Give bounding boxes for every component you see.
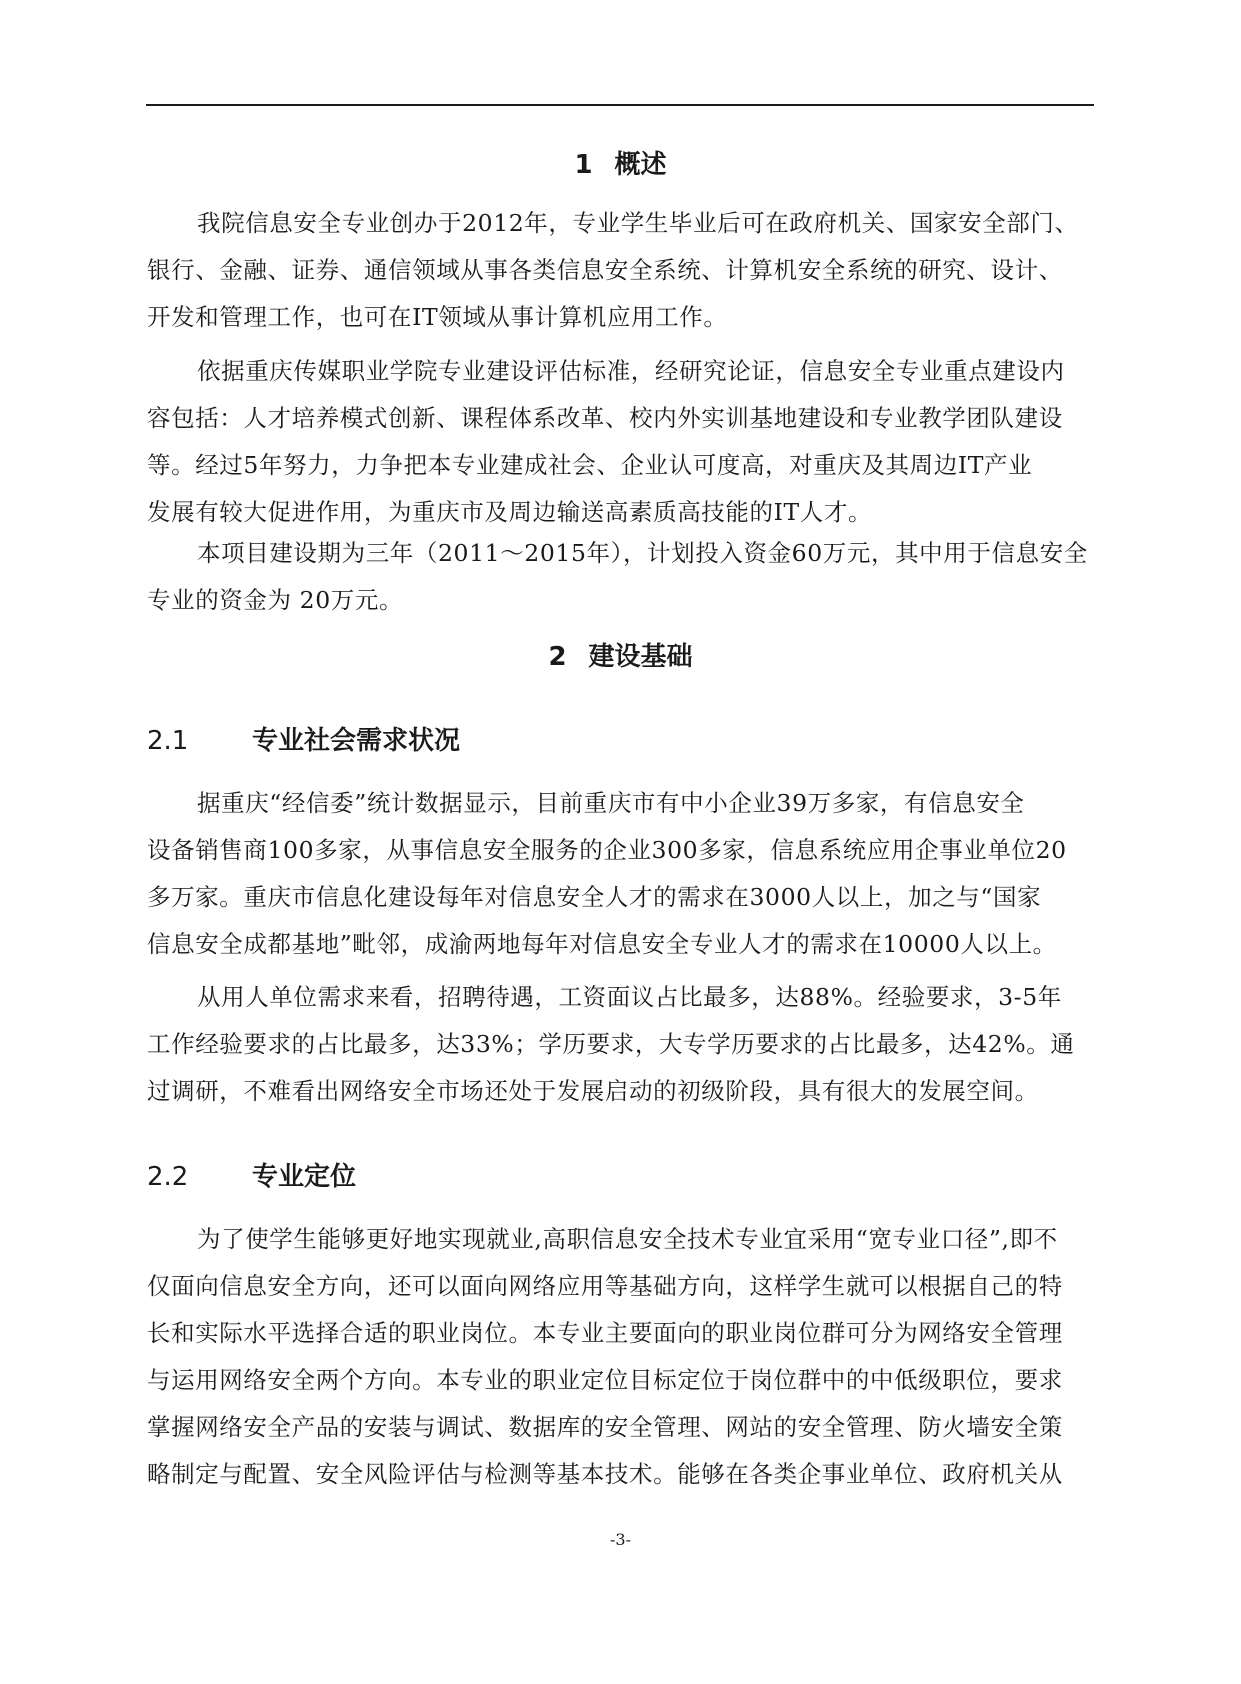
section-2-number: 2 xyxy=(548,642,567,672)
text-line: 依据重庆传媒职业学院专业建设评估标准，经研究论证，信息安全专业重点建设内 xyxy=(197,357,1065,385)
text-line: 长和实际水平选择合适的职业岗位。本专业主要面向的职业岗位群可分为网络安全管理 xyxy=(147,1319,1063,1347)
section-2-2-paragraph-1 xyxy=(147,1216,1097,1498)
section-1-number: 1 xyxy=(574,150,593,180)
section-2-1-heading xyxy=(147,724,460,758)
section-1-title: 概述 xyxy=(614,150,667,180)
text-line: 工作经验要求的占比最多，达33%；学历要求，大专学历要求的占比最多，达42%。通 xyxy=(147,1030,1075,1058)
text-line: 与运用网络安全两个方向。本专业的职业定位目标定位于岗位群中的中低级职位，要求 xyxy=(147,1366,1063,1394)
section-2-1-paragraph-1 xyxy=(147,780,1097,968)
text-line: 发展有较大促进作用，为重庆市及周边输送高素质高技能的IT人才。 xyxy=(147,498,873,526)
text-line: 过调研，不难看出网络安全市场还处于发展启动的初级阶段，具有很大的发展空间。 xyxy=(147,1077,1039,1105)
text-line: 掌握网络安全产品的安装与调试、数据库的安全管理、网站的安全管理、防火墙安全策 xyxy=(147,1413,1063,1441)
section-2-1-number: 2.1 xyxy=(147,726,189,756)
section-2-2-number: 2.2 xyxy=(147,1162,189,1192)
section-2-heading xyxy=(0,640,1241,674)
section-2-2-heading xyxy=(147,1160,356,1194)
section-1-paragraph-1 xyxy=(147,200,1097,341)
text-line: 等。经过5年努力，力争把本专业建成社会、企业认可度高，对重庆及其周边IT产业 xyxy=(147,451,1033,479)
section-2-title: 建设基础 xyxy=(588,642,693,672)
header-rule xyxy=(146,104,1094,106)
text-line: 开发和管理工作，也可在IT领域从事计算机应用工作。 xyxy=(147,303,728,331)
page-number: -3- xyxy=(610,1530,631,1549)
text-line: 仅面向信息安全方向，还可以面向网络应用等基础方向，这样学生就可以根据自己的特 xyxy=(147,1272,1063,1300)
text-line: 据重庆“经信委”统计数据显示，目前重庆市有中小企业39万多家，有信息安全 xyxy=(197,789,1025,817)
text-line: 银行、金融、证券、通信领域从事各类信息安全系统、计算机安全系统的研究、设计、 xyxy=(147,256,1063,284)
text-line: 设备销售商100多家，从事信息安全服务的企业300多家，信息系统应用企事业单位20 xyxy=(147,836,1067,864)
section-1-paragraph-2 xyxy=(147,348,1097,536)
text-line: 本项目建设期为三年（2011～2015年），计划投入资金60万元，其中用于信息安全 xyxy=(197,539,1088,567)
section-2-2-title: 专业定位 xyxy=(252,1162,357,1192)
text-line: 信息安全成都基地”毗邻，成渝两地每年对信息安全专业人才的需求在10000人以上。 xyxy=(147,930,1057,958)
text-line: 多万家。重庆市信息化建设每年对信息安全人才的需求在3000人以上，加之与“国家 xyxy=(147,883,1042,911)
text-line: 容包括：人才培养模式创新、课程体系改革、校内外实训基地建设和专业教学团队建设 xyxy=(147,404,1063,432)
text-line: 从用人单位需求来看，招聘待遇，工资面议占比最多，达88%。经验要求，3-5年 xyxy=(197,983,1062,1011)
section-1-heading xyxy=(0,148,1241,182)
section-2-1-title: 专业社会需求状况 xyxy=(252,726,461,756)
text-line: 略制定与配置、安全风险评估与检测等基本技术。能够在各类企事业单位、政府机关从 xyxy=(147,1460,1063,1488)
text-line: 专业的资金为 20万元。 xyxy=(147,586,404,614)
section-2-1-paragraph-2 xyxy=(147,974,1097,1115)
section-1-paragraph-3 xyxy=(147,530,1097,624)
text-line: 为了使学生能够更好地实现就业,高职信息安全技术专业宜采用“宽专业口径”,即不 xyxy=(197,1225,1058,1253)
text-line: 我院信息安全专业创办于2012年，专业学生毕业后可在政府机关、国家安全部门、 xyxy=(197,209,1079,237)
